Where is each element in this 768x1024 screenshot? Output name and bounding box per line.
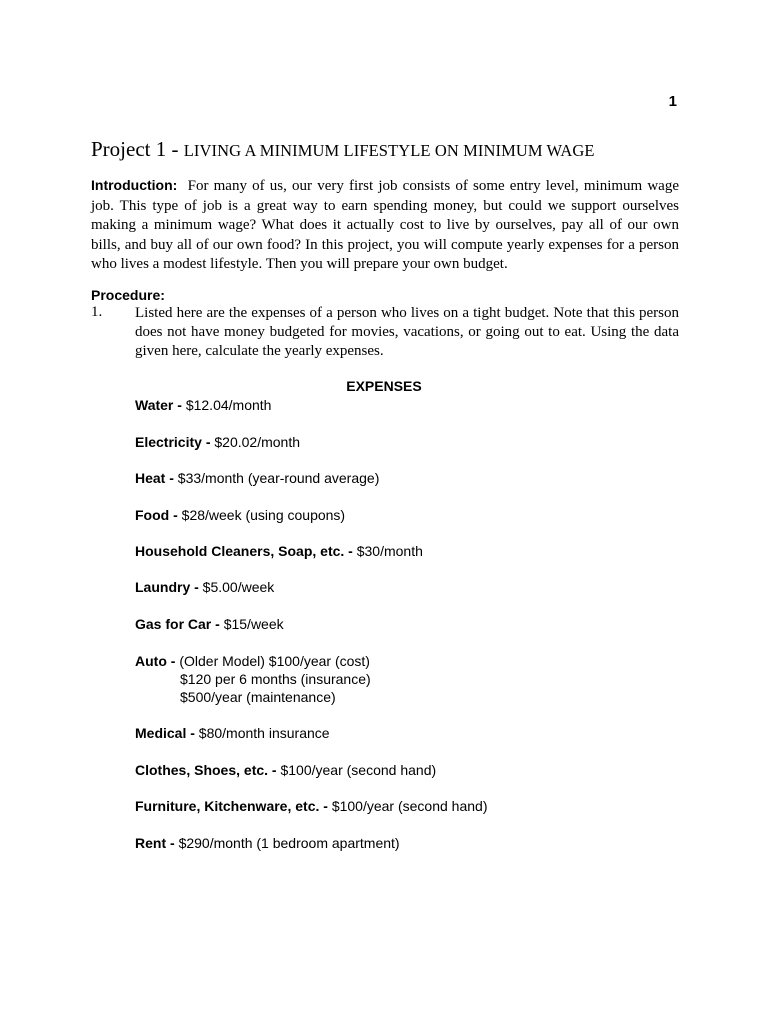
expense-auto-insurance: $120 per 6 months (insurance) <box>180 671 371 687</box>
introduction-text: For many of us, our very first job consists of some entry level, minimum wage job. This type of job is a great way to earn spending money, but could we support ourselves making a minimum wage? What does it actually cost to live by ourselves, pay all of our own bills, and buy all of our own food? In this project, you will compute yearly expenses for a person who lives a modest lifestyle. Then you will prepare your own budget. <box>91 178 680 272</box>
expense-clothes <box>135 761 436 779</box>
expense-medical <box>135 724 330 742</box>
title-subtitle: LIVING A MINIMUM LIFESTYLE ON MINIMUM WAGE <box>183 141 595 160</box>
expense-value: $5.00/week <box>202 579 275 595</box>
expense-food <box>135 506 345 524</box>
expense-value: $33/month (year-round average) <box>177 470 380 486</box>
introduction-label: Introduction: <box>91 177 178 193</box>
step-number: 1. <box>91 304 103 320</box>
expense-electricity <box>135 433 300 451</box>
expense-heat <box>135 469 379 487</box>
expense-household-cleaners <box>135 542 423 560</box>
expense-furniture <box>135 797 488 815</box>
introduction-paragraph <box>91 176 679 275</box>
expense-gas-for-car <box>135 615 284 633</box>
expense-label: Gas for Car - <box>135 616 224 632</box>
expense-auto <box>135 652 371 706</box>
expense-value: $290/month (1 bedroom apartment) <box>178 835 400 851</box>
expense-label: Water - <box>135 397 186 413</box>
expense-value: $80/month insurance <box>198 725 330 741</box>
title-project: Project 1 - <box>91 137 184 161</box>
expense-label: Household Cleaners, Soap, etc. - <box>135 543 357 559</box>
expense-rent <box>135 834 400 852</box>
page-title <box>91 127 595 164</box>
expense-value: $100/year (second hand) <box>331 798 488 814</box>
procedure-heading: Procedure: <box>91 287 165 303</box>
expense-value: $30/month <box>356 543 423 559</box>
expense-laundry <box>135 578 274 596</box>
step-text: Listed here are the expenses of a person who lives on a tight budget. Note that this person does not have money budgeted for movies, vacations, or going out to eat. Using the data given here, calculate the yearly expenses. <box>135 305 679 359</box>
expense-label: Laundry - <box>135 579 203 595</box>
expenses-heading: EXPENSES <box>346 378 422 394</box>
expense-value: $28/week (using coupons) <box>181 507 346 523</box>
expense-label: Clothes, Shoes, etc. - <box>135 762 281 778</box>
page-number: 1 <box>668 93 677 110</box>
expense-value: $100/year (second hand) <box>280 762 437 778</box>
expense-auto-maintenance: $500/year (maintenance) <box>180 689 336 705</box>
expense-value: $20.02/month <box>214 434 300 450</box>
expense-value: $12.04/month <box>185 397 272 413</box>
expense-label: Medical - <box>135 725 199 741</box>
expense-label: Auto - <box>135 653 180 669</box>
expense-label: Heat - <box>135 470 178 486</box>
expense-label: Furniture, Kitchenware, etc. - <box>135 798 332 814</box>
expense-label: Food - <box>135 507 182 523</box>
expense-label: Rent - <box>135 835 179 851</box>
expense-value: $15/week <box>223 616 284 632</box>
expense-water <box>135 396 271 414</box>
expense-label: Electricity - <box>135 434 215 450</box>
expense-value: (Older Model) $100/year (cost) <box>179 653 370 669</box>
